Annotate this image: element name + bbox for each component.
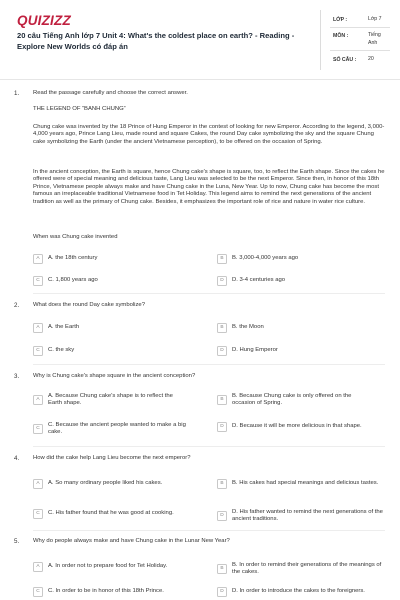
option-text: B. Because Chung cake is only offered on the occasion of Spring. bbox=[232, 393, 352, 407]
option-d[interactable] bbox=[217, 276, 372, 286]
option-a[interactable] bbox=[33, 562, 213, 572]
option-text: A. the Earth bbox=[48, 324, 80, 331]
option-text: D. Hung Emperor bbox=[232, 347, 278, 354]
question-text: Why is Chung cake's shape square in the ancient conception? bbox=[33, 373, 196, 379]
option-letter: A bbox=[33, 395, 43, 405]
option-b[interactable] bbox=[217, 254, 372, 264]
option-a[interactable] bbox=[33, 254, 188, 264]
option-letter: C bbox=[33, 509, 43, 519]
option-d[interactable] bbox=[217, 346, 372, 356]
question-number: 1. bbox=[14, 90, 20, 97]
passage-paragraph: In the ancient conception, the Earth is square, hence Chung cake's shape is square, too, to reflect the Earth shape. Since the cakes he offered were of special meaning and delicious taste, Lang Lieu was selected to be the next Emperor. Since then, in honor of this 18th Prince, Vietnamese people always make and have Chung cake in the Luna, New Year. Up to now, Chung cake has become the most famous an irreplaceable traditional Vietnamese food in Tet Holiday. This legend aims to remind the next generations of the ancient tradition as well as the primary of Chung cake. Besides, it emphasizes the important role of rice and nature in water rice culture. bbox=[33, 169, 385, 205]
option-a[interactable] bbox=[33, 479, 188, 489]
option-text: C. His father found that he was good at cooking. bbox=[48, 510, 174, 517]
option-text: B. 3,000-4,000 years ago bbox=[232, 255, 299, 262]
option-text: C. Because the ancient people wanted to make a big cake. bbox=[48, 422, 186, 436]
option-c[interactable] bbox=[33, 587, 213, 597]
question-text: When was Chung cake invented bbox=[33, 234, 118, 240]
option-b[interactable] bbox=[217, 562, 387, 576]
option-text: A. the 18th century bbox=[48, 255, 98, 262]
option-letter: D bbox=[217, 587, 227, 597]
option-d[interactable] bbox=[217, 509, 387, 523]
meta-row-divider bbox=[330, 27, 390, 28]
option-d[interactable] bbox=[217, 422, 397, 432]
option-letter: B bbox=[217, 323, 227, 333]
option-letter: C bbox=[33, 587, 43, 597]
passage-heading: THE LEGEND OF “BANH CHUNG” bbox=[33, 106, 126, 112]
header-divider bbox=[320, 10, 321, 70]
option-letter: B bbox=[217, 395, 227, 405]
question-number: 4. bbox=[14, 455, 20, 462]
question-separator bbox=[33, 293, 385, 294]
option-letter: C bbox=[33, 276, 43, 286]
option-letter: A bbox=[33, 562, 43, 572]
option-c[interactable] bbox=[33, 276, 188, 286]
option-text: B. the Moon bbox=[232, 324, 264, 331]
option-b[interactable] bbox=[217, 479, 387, 489]
question-separator bbox=[33, 364, 385, 365]
question-separator bbox=[33, 530, 385, 531]
option-text: A. In order not to prepare food for Tet Holiday. bbox=[48, 563, 168, 570]
option-text: D. In order to introduce the cakes to the foreigners. bbox=[232, 588, 365, 595]
document-title: 20 câu Tiếng Anh lớp 7 Unit 4: What's the coldest place on earth? - Reading - Explore New Worlds có đáp án bbox=[17, 31, 295, 51]
option-letter: D bbox=[217, 276, 227, 286]
option-b[interactable] bbox=[217, 393, 372, 407]
meta-value-class: Lớp 7 bbox=[368, 16, 382, 22]
option-letter: C bbox=[33, 424, 43, 434]
option-letter: A bbox=[33, 254, 43, 264]
option-b[interactable] bbox=[217, 323, 372, 333]
option-c[interactable] bbox=[33, 422, 188, 436]
option-text: B. His cakes had special meanings and delicious tastes. bbox=[232, 480, 379, 487]
quizizz-logo[interactable]: QUIZIZZ bbox=[17, 13, 71, 28]
worksheet-header bbox=[0, 0, 400, 78]
option-letter: B bbox=[217, 479, 227, 489]
option-letter: B bbox=[217, 254, 227, 264]
option-letter: D bbox=[217, 511, 227, 521]
option-letter: C bbox=[33, 346, 43, 356]
question-number: 5. bbox=[14, 538, 20, 545]
meta-value-count: 20 bbox=[368, 56, 374, 62]
option-text: D. His father wanted to remind the next generations of the ancient traditions. bbox=[232, 509, 383, 523]
option-text: B. In order to remind their generations of the meanings of the cakes. bbox=[232, 562, 382, 576]
question-number: 2. bbox=[14, 302, 20, 309]
meta-value-subject: Tiếng Anh bbox=[368, 32, 381, 46]
question-separator bbox=[33, 446, 385, 447]
option-letter: A bbox=[33, 323, 43, 333]
option-text: C. the sky bbox=[48, 347, 75, 354]
question-number: 3. bbox=[14, 373, 20, 380]
option-letter: D bbox=[217, 422, 227, 432]
option-letter: A bbox=[33, 479, 43, 489]
meta-label-count: SỐ CÂU : bbox=[333, 57, 357, 63]
option-c[interactable] bbox=[33, 346, 188, 356]
question-text: How did the cake help Lang Lieu become the next emperor? bbox=[33, 455, 191, 461]
header-bottom-divider bbox=[0, 79, 400, 80]
option-text: C. In order to be in honor of this 18th Prince. bbox=[48, 588, 164, 595]
option-a[interactable] bbox=[33, 393, 188, 407]
option-a[interactable] bbox=[33, 323, 188, 333]
option-text: C. 1,800 years ago bbox=[48, 277, 98, 284]
meta-label-subject: MÔN : bbox=[333, 33, 349, 39]
option-text: D. Because it will be more delicious in that shape. bbox=[232, 423, 362, 430]
option-letter: D bbox=[217, 346, 227, 356]
option-text: D. 3-4 centuries ago bbox=[232, 277, 286, 284]
option-text: A. So many ordinary people liked his cakes. bbox=[48, 480, 163, 487]
meta-label-class: LỚP : bbox=[333, 17, 348, 23]
passage-paragraph: Chung cake was invented by the 18 Prince of Hung Emperor in the contest of looking for new Emperor. According to the legend, 3,000- 4,000 years ago, Prince Lang Lieu, made round and square Cakes, the round Day cake symbolizing the sky and the square Chung cake symbolizing the Earth (under the ancient Vietnamese perception), to be offered on the occasion of Spring. bbox=[33, 124, 385, 145]
question-text: What does the round Day cake symbolize? bbox=[33, 302, 145, 308]
meta-row-divider bbox=[330, 50, 390, 51]
option-d[interactable] bbox=[217, 587, 400, 597]
instruction-text: Read the passage carefully and choose the correct answer. bbox=[33, 90, 188, 96]
question-text: Why do people always make and have Chung cake in the Lunar New Year? bbox=[33, 538, 230, 544]
option-text: A. Because Chung cake's shape is to reflect the Earth shape. bbox=[48, 393, 173, 407]
option-letter: B bbox=[217, 564, 227, 574]
option-c[interactable] bbox=[33, 509, 213, 519]
